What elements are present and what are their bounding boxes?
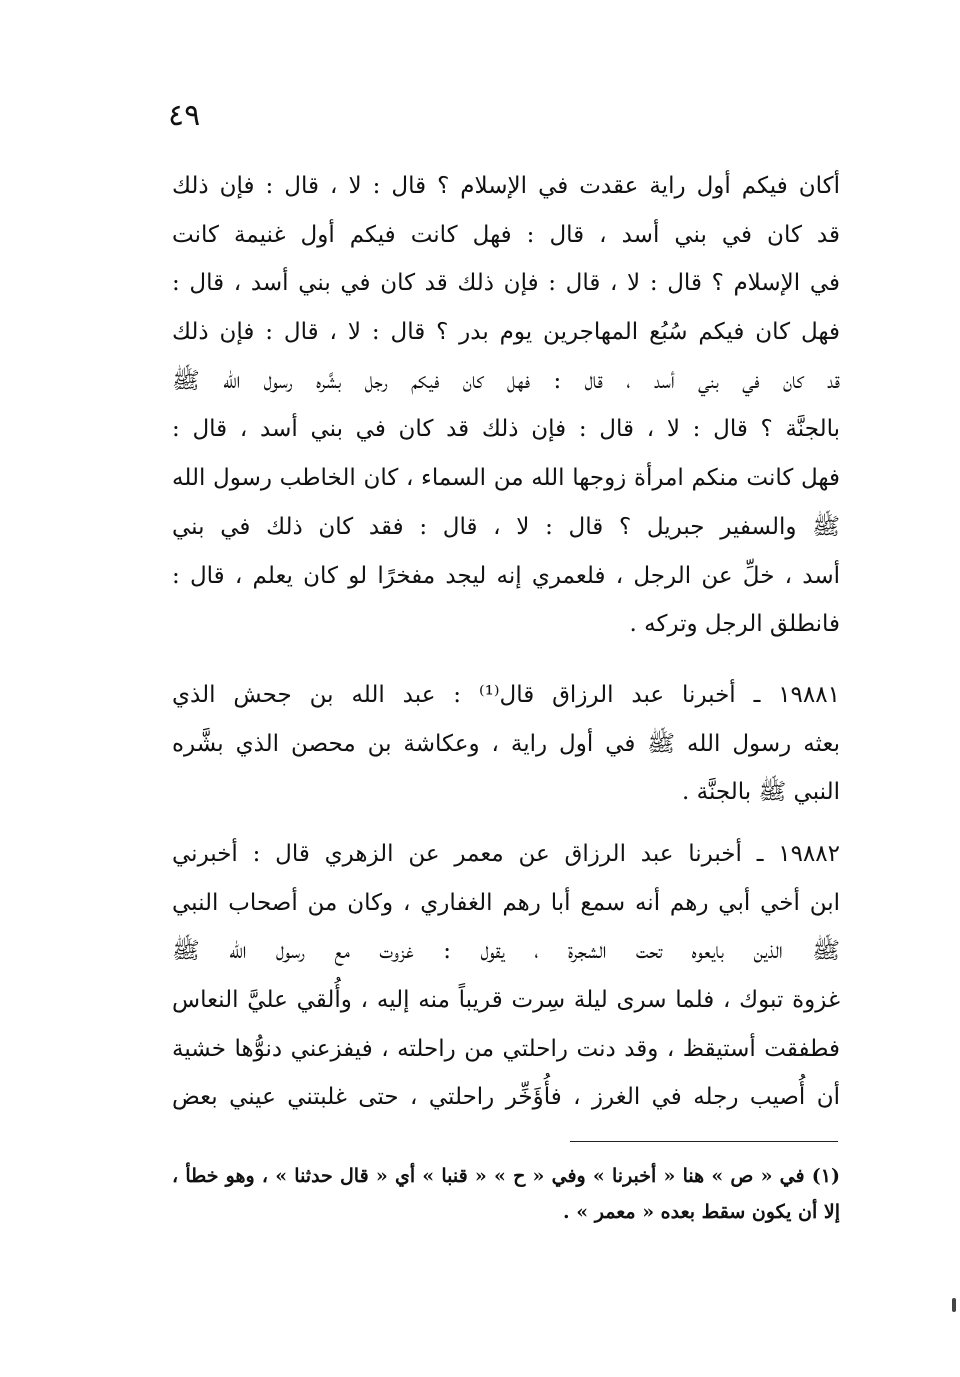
text-line: بالجنَّة ؟ قال : لا ، قال : فإن ذلك قد كان في بني أسد ، قال : — [172, 416, 840, 443]
text-line: ١٩٨٨٢ ـ أخبرنا عبد الرزاق عن معمر عن الزهري قال : أخبرني — [172, 841, 840, 867]
text-line: أسد ، خلِّ عن الرجل ، فلعمري إنه ليجد مفخرًا لو كان يعلم ، قال : — [172, 562, 840, 589]
text-line: غزوة تبوك ، فلما سرى ليلة سِرت قريباً منه إليه ، وأُلقي عليَّ النعاس — [172, 987, 840, 1014]
text-line: فانطلق الرجل وتركه . — [629, 611, 840, 638]
text-line: بعثه رسول الله ﷺ في أول راية ، وعكاشة بن محصن الذي بشَّره — [172, 730, 840, 757]
paragraph-narration-bani-asad — [172, 162, 840, 649]
text-line: ﷺ والسفير جبريل ؟ قال : لا ، قال : فقد كان ذلك في بني — [172, 513, 840, 540]
text-line: في الإسلام ؟ قال : لا ، قال : فإن ذلك قد كان في بني أسد ، قال : — [172, 270, 840, 297]
footnote-divider — [570, 1141, 838, 1142]
footnote-line: إلا أن يكون سقط بعده « معمر » . — [563, 1201, 840, 1223]
hadith-19881 — [172, 671, 840, 817]
scan-edge-mark — [952, 1298, 956, 1312]
page-number: ٤٩ — [168, 98, 201, 133]
footnote-line: (١) في « ص » هنا « أخبرنا » وفي « ح » « قنبا » أي « قال حدثنا » ، وهو خطأ ، — [172, 1165, 840, 1187]
text-line: أن أُصيب رجله في الغرز ، فأُؤَخِّر راحلتي ، حتى غلبتني عيني بعض — [172, 1084, 840, 1111]
text-line: ١٩٨٨١ ـ أخبرنا عبد الرزاق قال⁽¹⁾ : عبد الله بن جحش الذي — [172, 682, 840, 708]
text-line: قد كان في بني أسد ، قال : فهل كان فيكم رجل بشَّره رسول الله ﷺ — [172, 367, 840, 394]
text-line: فهل كانت منكم امرأة زوجها الله من السماء ، كان الخاطب رسول الله — [172, 465, 840, 492]
text-line: فهل كان فيكم سُبُع المهاجرين يوم بدر ؟ قال : لا ، قال : فإن ذلك — [172, 319, 840, 346]
text-line: قد كان في بني أسد ، قال : فهل كانت فيكم أول غنيمة كانت — [172, 221, 840, 248]
text-line: ابن أخي أبي رهم أنه سمع أبا رهم الغفاري ، وكان من أصحاب النبي — [172, 889, 840, 916]
hadith-19882 — [172, 830, 840, 1122]
footnotes — [172, 1158, 840, 1230]
text-line: فطفقت أستيقظ ، وقد دنت راحلتي من راحلته ، فيفزعني دنوُّها خشية — [172, 1035, 840, 1062]
text-line: النبي ﷺ بالجنَّة . — [681, 779, 840, 806]
text-line: أكان فيكم أول راية عقدت في الإسلام ؟ قال : لا ، قال : فإن ذلك — [172, 173, 840, 199]
text-line: ﷺ الذين بايعوه تحت الشجرة ، يقول : غزوت مع رسول الله ﷺ — [172, 938, 840, 965]
